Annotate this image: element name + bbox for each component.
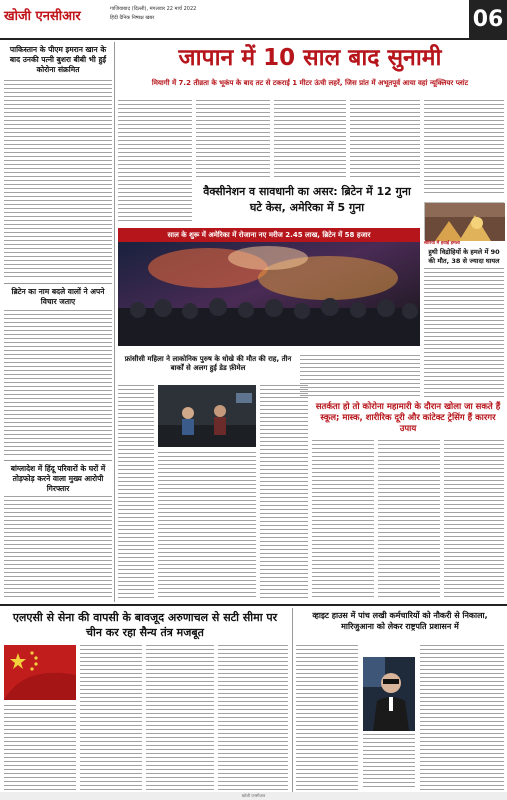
page-number: 06 (469, 0, 507, 40)
syria-caption: सीरिया में हवाई हमला (424, 241, 460, 246)
article-body (4, 310, 112, 458)
dateline: गाजियाबाद (दिल्ली), मंगलवार 22 मार्च 2022 (110, 6, 197, 12)
president-photo (363, 657, 415, 731)
tagline: हिंदी दैनिक निष्पक्ष खबर (110, 15, 155, 21)
school-headline: सतर्कता हो तो कोरोना महामारी के दौरान खोला जा सकते हैं स्कूल; मास्क, शारीरिक दूरी और कांटेक्ट ट्रेसिंग हैं कारगर उपाय (315, 402, 501, 434)
article-body (158, 452, 256, 600)
left-top-headline: पाकिस्तान के पीएम इमरान खान के बाद उनकी पत्नी बुशरा बीबी भी हुईं कोरोना संक्रमित (9, 45, 107, 74)
lead-headline: जापान में 10 साल बाद सुनामी (178, 45, 442, 71)
article-body (420, 645, 504, 790)
syria-photo (424, 202, 504, 240)
left-mid-headline: ब्रिटेन का नाम बदले वालों ने अपने विचार जताए (11, 287, 105, 306)
article-body (312, 440, 374, 600)
left-low-headline: बांग्लादेश में हिंदू परिवारों के घरों में तोड़फोड़ करने वाला मुख्य आरोपी गिरफ्तार (10, 464, 106, 493)
bottom-section-rule (0, 604, 507, 606)
syria-headline: हुथी विद्रोहियों के हमले में 90 की मौत, 38 से ज्यादा घायल (428, 248, 500, 265)
newspaper-brand: खोजी एनसीआर (4, 9, 81, 24)
article-body (424, 100, 504, 196)
article-body (424, 268, 504, 398)
crowd-photo (118, 228, 420, 346)
article-body (118, 100, 192, 224)
article-body (80, 645, 142, 790)
section-divider (4, 283, 112, 284)
article-body (118, 385, 154, 600)
article-body (300, 355, 420, 397)
article-body (260, 385, 308, 600)
section-divider (4, 460, 112, 461)
article-body (146, 645, 214, 790)
article-body (218, 645, 288, 790)
china-border-headline: एलएसी से सेना की वापसी के बावजूद अरुणाचल से सटी सीमा पर चीन कर रहा सैन्य तंत्र मजबूत (12, 611, 278, 639)
article-body (4, 80, 112, 280)
article-body (444, 440, 504, 600)
article-body (274, 100, 346, 180)
white-house-headline: व्हाइट हाउस में पांच लखी कर्मचारियों को नौकरी से निकाला, मारिजुआना को लेकर राष्ट्रपति प्रशासन में (312, 611, 488, 631)
article-body (296, 645, 358, 790)
lead-subheadline: मियागी में 7.2 तीव्रता के भूकंप के बाद तट से टकराई 1 मीटर ऊंची लहरें, जिस प्रांत में अभूतपूर्व आया वहां न्यूक्लियर प्लांट (151, 79, 469, 87)
page-footer: खोजी एनसीआर (0, 792, 507, 800)
article-body (4, 705, 76, 790)
crowd-photo-caption: साल के शुरू में अमेरिका में रोजाना नए मरीज 2.45 लाख, ब्रिटेन में 58 हजार (118, 228, 420, 242)
column-divider (292, 608, 293, 792)
vaccination-headline: वैक्सीनेशन व सावधानी का असर: ब्रिटेन में 12 गुना घटे केस, अमेरिका में 5 गुना (203, 185, 411, 214)
column-divider (114, 42, 115, 602)
stage-photo (158, 385, 256, 447)
masthead (0, 0, 507, 40)
article-body (4, 496, 112, 600)
article-body (363, 734, 415, 790)
article-body (350, 100, 420, 180)
article-body (196, 100, 270, 180)
china-flag-photo (4, 645, 76, 700)
article-body (378, 440, 440, 600)
fraud-headline: फ्रांसीसी महिला ने लाकोनिक पुरुष के धोखे की मौत की राह, तीन बार्कों से अलग हुई डेड फ़ीमेल (124, 355, 292, 372)
